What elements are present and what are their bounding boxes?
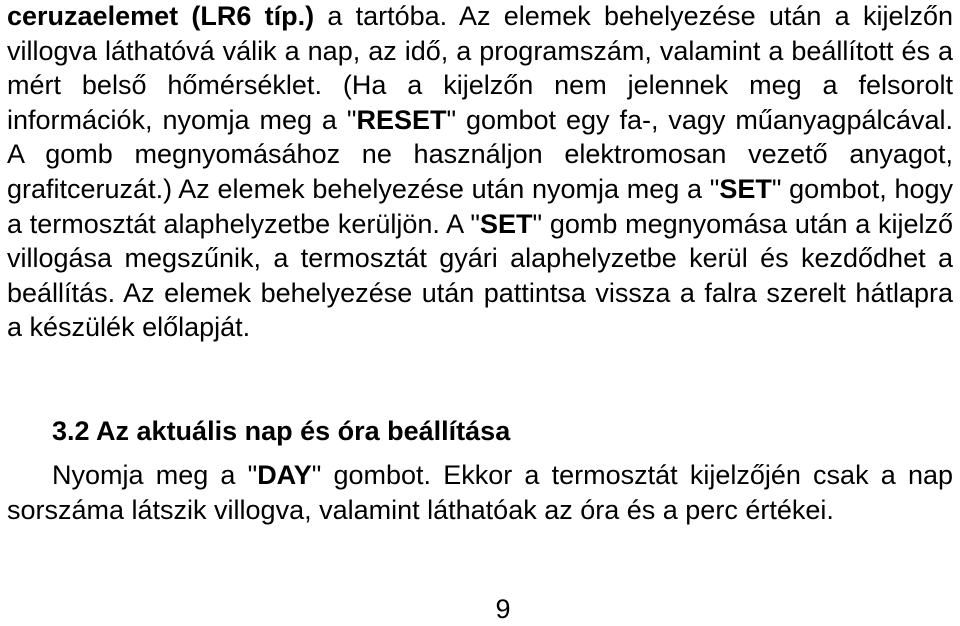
paragraph-text: " gombot egy fa-, vagy műanyagpálcával. A gomb megnyomásához ne használjon elektromosan vezető anyagot, grafitceruzát.) Az elemek behelyezése után nyomja meg a " [7, 104, 954, 204]
battery-type-bold: ceruzaelemet (LR6 típ.) [7, 1, 315, 31]
paragraph-battery-insertion [7, 0, 953, 345]
set-button-name: SET [480, 208, 533, 239]
paragraph-text: " gombot. Ekkor a termosztát kijelzőjén csak a nap sorszáma látszik villogva, valamint láthatóak az óra és a perc értékei. [7, 460, 953, 525]
paragraph-day-setting [7, 458, 953, 527]
page-number: 9 [495, 594, 511, 624]
paragraph-text: a tartóba. Az elemek behelyezése után a kijelzőn villogva láthatóvá válik a nap, az idő, a programszám, valamint a beállított és a mért belső hőmérséklet. (Ha a kijelzőn nem jelennek meg a felsorolt információk, nyomja meg a " [7, 1, 953, 135]
paragraph-text: " gomb megnyomása után a kijelző villogása megszűnik, a termosztát gyári alaphelyzetbe kerül és kezdődhet a beállítás. Az elemek behelyezése után pattintsa vissza a falra szerelt hátlapra a készülék előlapját. [7, 208, 953, 343]
section-heading: 3.2 Az aktuális nap és óra beállítása [52, 416, 511, 446]
day-button-name: DAY [257, 460, 312, 490]
paragraph-text: Nyomja meg a " [52, 460, 258, 490]
set-button-name: SET [719, 173, 772, 204]
paragraph-text: " gombot, hogy a termosztát alaphelyzetbe kerüljön. A " [7, 173, 954, 239]
reset-button-name: RESET [356, 104, 447, 135]
